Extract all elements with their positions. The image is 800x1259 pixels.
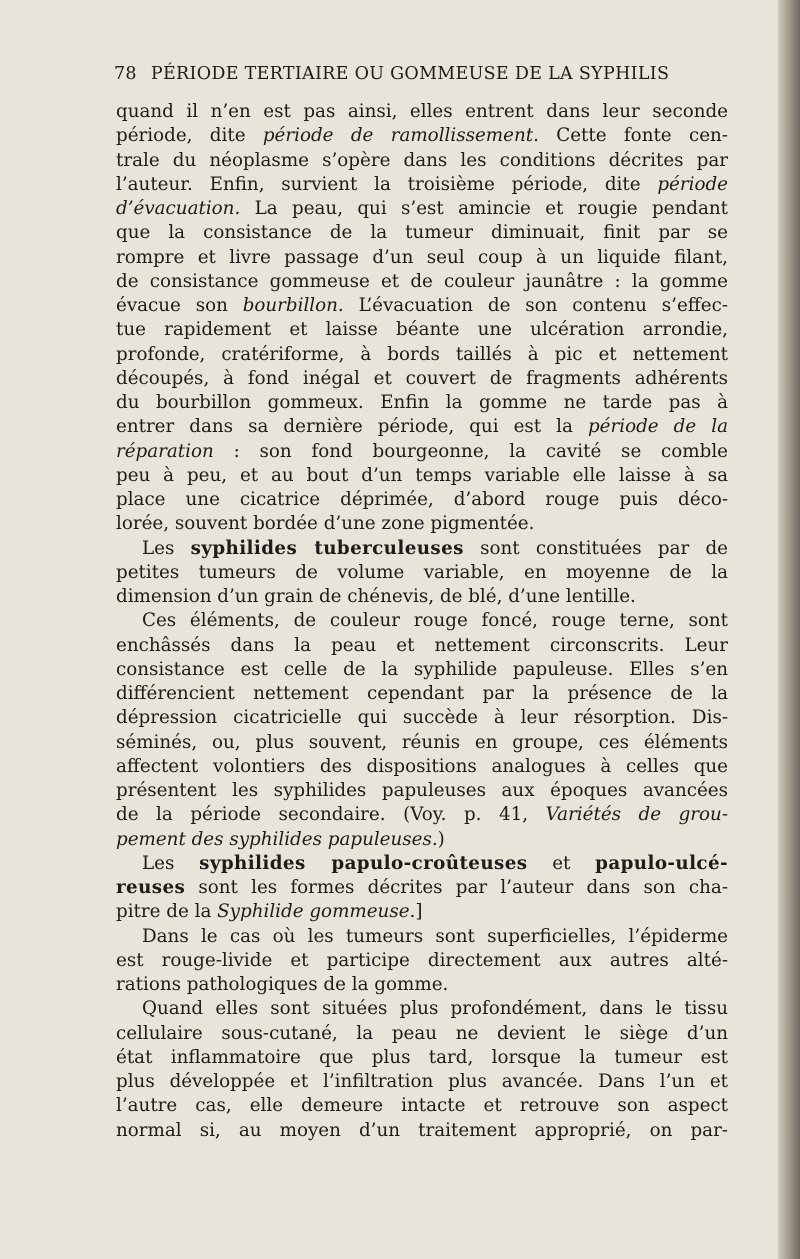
text-run: Les bbox=[142, 852, 200, 874]
italic-run: période de la bbox=[587, 416, 728, 438]
text-run: La peau, qui s’est amincie et rougie pendant bbox=[240, 198, 728, 219]
text-run: l’auteur. Enfin, survient la troisième période, dite bbox=[116, 173, 658, 195]
text-line bbox=[116, 973, 728, 997]
text-run: découpés, à fond inégal et couvert de fragments adhérents bbox=[116, 367, 728, 389]
text-run: que la consistance de la tumeur diminuait, finit par se bbox=[116, 222, 728, 244]
text-line bbox=[116, 221, 728, 245]
italic-run: bourbillon. bbox=[242, 295, 344, 316]
text-run: plus développée et l’infiltration plus avancée. Dans l’un et bbox=[116, 1071, 728, 1092]
text-line bbox=[116, 876, 728, 900]
italic-run: Syphilide gommeuse. bbox=[217, 901, 416, 923]
italic-run: réparation bbox=[116, 440, 214, 462]
text-run: différencient nettement cependant par la présence de la bbox=[116, 683, 728, 704]
text-line bbox=[116, 949, 728, 973]
text-run: séminés, ou, plus souvent, réunis en groupe, ces éléments bbox=[116, 731, 728, 753]
text-line bbox=[116, 197, 728, 221]
text-line bbox=[116, 367, 728, 391]
text-line bbox=[116, 124, 728, 148]
text-line bbox=[116, 294, 728, 318]
text-run: tue rapidement et laisse béante une ulcération arrondie, bbox=[116, 319, 728, 341]
text-run: ) bbox=[437, 828, 445, 850]
text-run: évacue son bbox=[116, 295, 243, 316]
text-line bbox=[116, 149, 728, 173]
text-run: consistance est celle de la syphilide papuleuse. Elles s’en bbox=[116, 658, 728, 680]
text-line bbox=[116, 1070, 728, 1094]
text-run: affectent volontiers des dispositions analogues à celles que bbox=[116, 755, 728, 777]
text-line bbox=[116, 561, 728, 585]
text-line bbox=[116, 391, 728, 415]
text-run: état inflammatoire que plus tard, lorsque la tumeur est bbox=[116, 1046, 728, 1068]
text-line bbox=[116, 731, 728, 755]
bold-term: papulo-ulcé- bbox=[595, 852, 728, 874]
text-run: l’autre cas, elle demeure intacte et retrouve son aspect bbox=[116, 1095, 728, 1117]
text-run: entrer dans sa dernière période, qui est la bbox=[116, 416, 588, 438]
text-run: de la période secondaire. (Voy. p. 41, bbox=[116, 804, 546, 826]
text-run: lorée, souvent bordée d’une zone pigmentée. bbox=[116, 513, 535, 535]
text-run: de consistance gommeuse et de couleur jaunâtre : la gomme bbox=[116, 270, 728, 292]
text-line bbox=[116, 658, 728, 682]
page-number: 78 bbox=[114, 64, 137, 84]
text-line bbox=[116, 440, 728, 464]
text-line bbox=[116, 634, 728, 658]
text-run: est rouge-livide et participe directement aux autres alté- bbox=[116, 949, 728, 971]
text-run: profonde, cratériforme, à bords taillés à pic et nettement bbox=[116, 343, 728, 365]
text-line bbox=[116, 682, 728, 706]
text-run: rations pathologiques de la gomme. bbox=[116, 974, 449, 995]
text-line bbox=[116, 1119, 728, 1143]
text-run: peu à peu, et au bout d’un temps variable elle laisse à sa bbox=[116, 464, 728, 486]
text-line bbox=[116, 706, 728, 730]
text-line bbox=[116, 343, 728, 367]
text-run: petites tumeurs de volume variable, en moyenne de la bbox=[116, 561, 728, 583]
text-run: Cette fonte cen- bbox=[538, 125, 728, 147]
text-line bbox=[116, 318, 728, 342]
italic-run: période bbox=[657, 173, 728, 195]
text-run: période, dite bbox=[116, 125, 263, 147]
text-run: cellulaire sous-cutané, la peau ne devient le siège d’un bbox=[116, 1022, 728, 1044]
text-line bbox=[116, 173, 728, 197]
text-line bbox=[116, 488, 728, 512]
text-line bbox=[116, 803, 728, 827]
text-line bbox=[116, 852, 728, 876]
text-run: Quand elles sont situées plus profondément, dans le tissu bbox=[142, 998, 728, 1020]
text-run: sont constituées par de bbox=[463, 537, 728, 559]
bold-term: reuses bbox=[116, 877, 186, 898]
italic-run: Variétés de grou- bbox=[545, 804, 729, 826]
body-text bbox=[116, 100, 728, 1143]
text-run: L’évacuation de son contenu s’effec- bbox=[343, 295, 728, 316]
text-line bbox=[116, 537, 728, 561]
text-run: dépression cicatricielle qui succède à leur résorption. Dis- bbox=[116, 707, 728, 729]
text-line bbox=[116, 585, 728, 609]
text-run: sont les formes décrites par l’auteur dans son cha- bbox=[185, 877, 728, 898]
text-line bbox=[116, 100, 728, 124]
italic-run: pement des syphilides papuleuses. bbox=[116, 828, 438, 850]
text-line bbox=[116, 828, 728, 852]
text-line bbox=[116, 779, 728, 803]
text-run: trale du néoplasme s’opère dans les conditions décrites par bbox=[116, 149, 728, 171]
text-run: place une cicatrice déprimée, d’abord rouge puis déco- bbox=[116, 489, 728, 510]
text-line bbox=[116, 997, 728, 1021]
bold-term: syphilides papulo-croûteuses bbox=[199, 852, 528, 874]
bold-term: syphilides tuberculeuses bbox=[190, 537, 464, 559]
text-run: rompre et livre passage d’un seul coup à un liquide filant, bbox=[116, 246, 728, 268]
text-run: : son fond bourgeonne, la cavité se comble bbox=[213, 440, 728, 462]
running-header bbox=[114, 64, 734, 84]
text-line bbox=[116, 1022, 728, 1046]
text-line bbox=[116, 464, 728, 488]
text-line bbox=[116, 1046, 728, 1070]
text-line bbox=[116, 1094, 728, 1118]
text-line bbox=[116, 246, 728, 270]
text-line bbox=[116, 512, 728, 536]
text-run: Les bbox=[142, 537, 191, 559]
italic-run: période de ramollissement. bbox=[262, 125, 539, 147]
text-run: du bourbillon gommeux. Enfin la gomme ne tarde pas à bbox=[116, 392, 728, 413]
text-line bbox=[116, 755, 728, 779]
text-run: présentent les syphilides papuleuses aux époques avancées bbox=[116, 780, 728, 801]
text-run: enchâssés dans la peau et nettement circonscrits. Leur bbox=[116, 634, 728, 656]
text-run: dimension d’un grain de chénevis, de blé, d’une lentille. bbox=[116, 586, 636, 607]
text-line bbox=[116, 415, 728, 439]
text-run: Ces éléments, de couleur rouge foncé, rouge terne, sont bbox=[142, 610, 728, 632]
text-line bbox=[116, 609, 728, 633]
text-run: et bbox=[527, 852, 596, 874]
text-run: pitre de la bbox=[116, 901, 218, 923]
text-line bbox=[116, 270, 728, 294]
text-line bbox=[116, 900, 728, 924]
running-title: PÉRIODE TERTIAIRE OU GOMMEUSE DE LA SYPHILIS bbox=[150, 64, 670, 84]
text-line bbox=[116, 925, 728, 949]
text-run: quand il n’en est pas ainsi, elles entrent dans leur seconde bbox=[116, 101, 728, 122]
page-edge bbox=[778, 0, 800, 1259]
text-run: normal si, au moyen d’un traitement approprié, on par- bbox=[116, 1119, 728, 1141]
italic-run: d’évacuation. bbox=[116, 198, 241, 219]
text-run: Dans le cas où les tumeurs sont superficielles, l’épiderme bbox=[142, 925, 728, 947]
text-run: ] bbox=[415, 901, 423, 923]
